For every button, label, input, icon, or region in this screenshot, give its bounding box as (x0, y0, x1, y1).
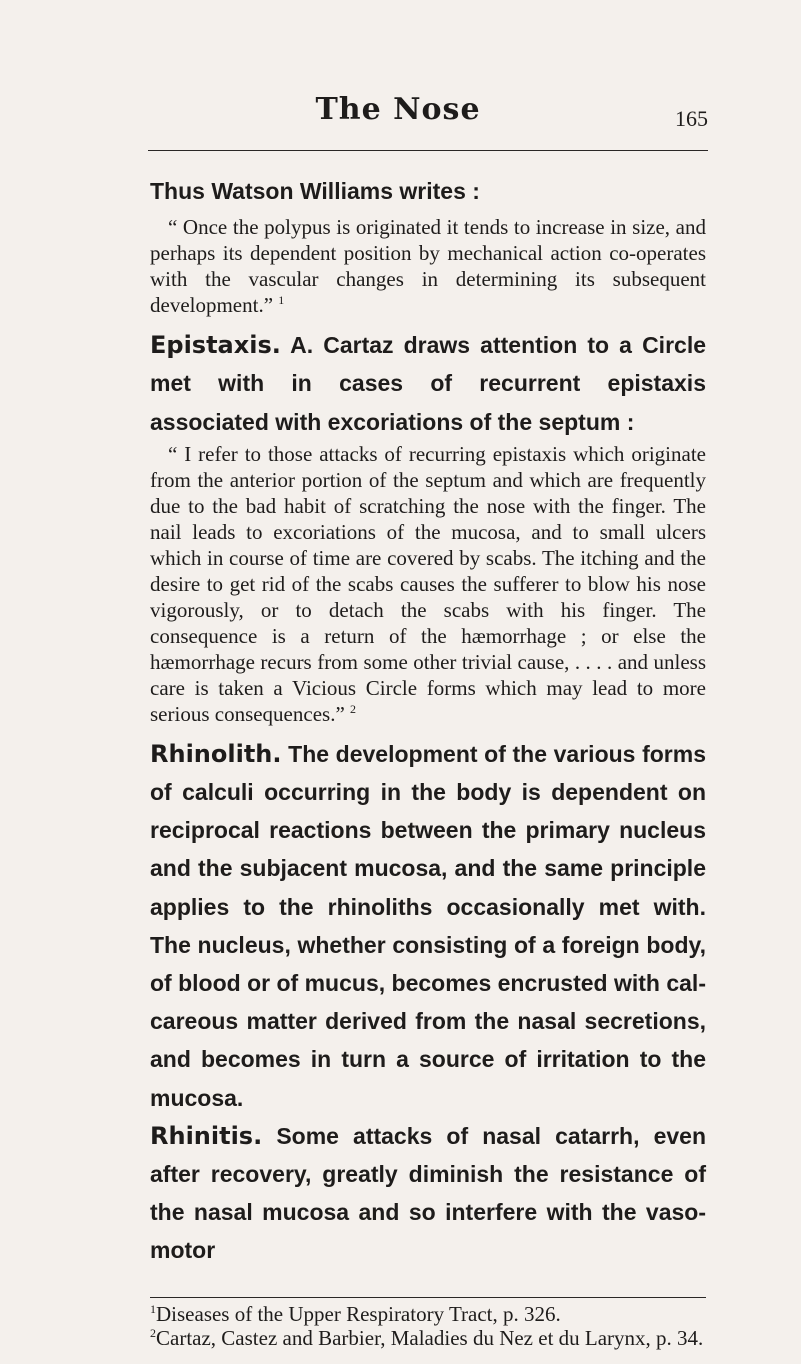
rhinolith-heading: Rhinolith. (150, 739, 282, 768)
rhinitis-paragraph (150, 1117, 706, 1270)
footnotes (150, 1302, 710, 1350)
body-text (150, 172, 706, 1270)
quote-epistaxis-text: “ I refer to those attacks of recurring epistaxis which originate from the anterior portion of the septum and which are frequently due to the bad habit of scratching the nose with the finger. The nail leads to excoriations of the mucosa, and to small ulcers which in course of time are covered by scabs. The itching and the desire to get rid of the scabs causes the sufferer to blow his nose vigorously, or to detach the scabs with his finger. The consequence is a return of the hæmorrhage ; or else the hæmorrhage recurs from some other trivial cause, . . . . and unless care is taken a Vicious Circle forms which may lead to more serious consequences.” (150, 441, 706, 726)
running-title: The Nose (315, 92, 481, 127)
intro-text: Thus Watson Williams writes : (150, 178, 480, 204)
footnote-mark-1: 1 (150, 1302, 156, 1316)
running-header (148, 92, 708, 152)
quote-polypus (150, 214, 706, 318)
rhinitis-heading: Rhinitis. (150, 1121, 263, 1150)
quote-epistaxis (150, 441, 706, 727)
rhinitis-text: Some attacks of nasal catarrh, even after recovery, greatly diminish the resistance of the nasal mucosa and so interfere with the vaso-motor (150, 1122, 706, 1264)
page-number: 165 (675, 106, 708, 131)
footnote-2-text: Cartaz, Castez and Barbier, Maladies du Nez et du Larynx, p. 34. (156, 1326, 704, 1350)
epistaxis-heading: Epistaxis. (150, 331, 281, 360)
rhinolith-paragraph (150, 735, 706, 1117)
quote-polypus-text: “ Once the polypus is originated it tends to increase in size, and perhaps its dependent position by mechanical action co-operates with the vascular changes in determining its subsequent development.” (150, 215, 706, 318)
footnote-ref-2: 2 (350, 701, 357, 716)
intro-paragraph (150, 172, 706, 210)
footnote-rule (150, 1297, 706, 1298)
epistaxis-text: A. Cartaz draws attention to a Circle met with in cases of recurrent epistaxis associated with excoriations of the septum : (150, 332, 706, 435)
footnote-1 (150, 1302, 710, 1326)
footnote-ref-1: 1 (278, 293, 285, 308)
footnote-2 (150, 1326, 710, 1350)
epistaxis-paragraph (150, 326, 706, 441)
header-rule (148, 150, 708, 151)
footnote-mark-2: 2 (150, 1326, 156, 1340)
footnote-1-text: Diseases of the Upper Respiratory Tract, p. 326. (156, 1302, 561, 1326)
rhinolith-text: The development of the various forms of calculi occurring in the body is dependent on reciprocal reactions between the primary nucleus and the subjacent mucosa, and the same principle applies to the rhinoliths occasionally met with. The nucleus, whether consisting of a foreign body, of blood or of mucus, becomes encrusted with calcareous matter derived from the nasal secretions, and becomes in turn a source of irritation to the mucosa. (150, 740, 706, 1111)
